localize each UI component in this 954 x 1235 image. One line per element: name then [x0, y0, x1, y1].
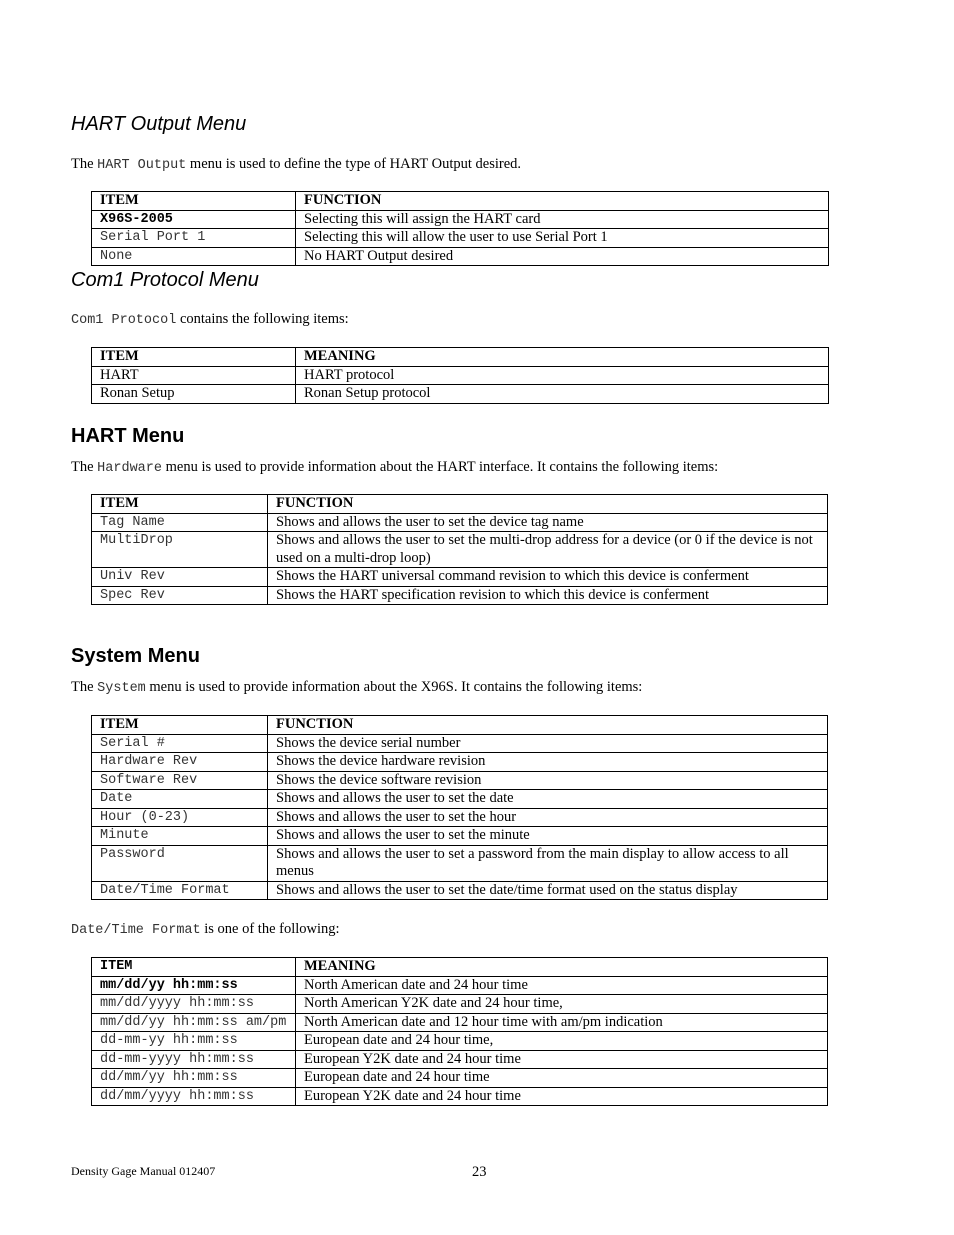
hart-menu-table [91, 494, 828, 605]
item-cell: Tag Name [92, 513, 268, 532]
desc-cell: Selecting this will assign the HART card [296, 210, 829, 229]
table-row [92, 513, 828, 532]
intro-text: contains the following items: [176, 311, 349, 327]
table-row [92, 1032, 828, 1051]
desc-cell: HART protocol [296, 366, 829, 385]
table-row [92, 568, 828, 587]
desc-cell: No HART Output desired [296, 247, 829, 266]
item-cell: Minute [92, 827, 268, 846]
item-cell: MultiDrop [92, 532, 268, 568]
col-item-header: ITEM [92, 348, 296, 367]
item-cell: Date [92, 790, 268, 809]
intro-text: is one of the following: [200, 921, 340, 937]
hart-output-intro [71, 155, 521, 175]
com1-intro [71, 310, 349, 330]
table-header-row [92, 716, 828, 735]
com1-table [91, 347, 829, 404]
desc-cell: North American Y2K date and 24 hour time, [296, 995, 828, 1014]
desc-cell: Shows and allows the user to set the minute [268, 827, 828, 846]
table-row [92, 1087, 828, 1106]
table-row [92, 1050, 828, 1069]
table-row [92, 366, 829, 385]
intro-text: menu is used to define the type of HART Output desired. [186, 156, 522, 172]
datetime-format-table [91, 957, 828, 1106]
col-item-header: ITEM [92, 495, 268, 514]
item-cell: mm/dd/yy hh:mm:ss [92, 976, 296, 995]
system-menu-intro [71, 678, 642, 698]
table-row [92, 586, 828, 605]
desc-cell: Shows and allows the user to set the device tag name [268, 513, 828, 532]
desc-cell: North American date and 12 hour time with am/pm indication [296, 1013, 828, 1032]
system-menu-heading: System Menu [71, 645, 200, 667]
item-cell: dd-mm-yyyy hh:mm:ss [92, 1050, 296, 1069]
desc-cell: Shows the HART specification revision to which this device is conferment [268, 586, 828, 605]
intro-code: HART Output [97, 158, 187, 173]
col-item-header: ITEM [92, 192, 296, 211]
intro-code: Hardware [97, 461, 162, 476]
intro-text: The [71, 679, 98, 695]
item-cell: mm/dd/yyyy hh:mm:ss [92, 995, 296, 1014]
table-header-row [92, 348, 829, 367]
intro-text: menu is used to provide information about the X96S. It contains the following items: [145, 679, 643, 695]
table-row [92, 210, 829, 229]
intro-text: The [71, 156, 98, 172]
col-function-header: FUNCTION [268, 495, 828, 514]
table-row [92, 845, 828, 881]
table-row [92, 976, 828, 995]
datetime-intro [71, 920, 340, 940]
col-item-header: ITEM [92, 716, 268, 735]
col-meaning-header: MEANING [296, 958, 828, 977]
desc-cell: Shows and allows the user to set the hour [268, 808, 828, 827]
desc-cell: Shows the device hardware revision [268, 753, 828, 772]
table-row [92, 532, 828, 568]
table-header-row [92, 495, 828, 514]
system-menu-table [91, 715, 828, 900]
table-row [92, 771, 828, 790]
hart-output-heading: HART Output Menu [71, 113, 247, 135]
table-row [92, 1069, 828, 1088]
footer-manual-title: Density Gage Manual 012407 [71, 1164, 216, 1178]
item-cell: HART [92, 366, 296, 385]
desc-cell: Ronan Setup protocol [296, 385, 829, 404]
item-cell: Ronan Setup [92, 385, 296, 404]
item-cell: Date/Time Format [92, 881, 268, 900]
item-cell: Password [92, 845, 268, 881]
table-row [92, 247, 829, 266]
item-cell: None [92, 247, 296, 266]
col-function-header: FUNCTION [296, 192, 829, 211]
desc-cell: Shows and allows the user to set a password from the main display to allow access to all menus [268, 845, 828, 881]
item-cell: Software Rev [92, 771, 268, 790]
page-number: 23 [472, 1164, 487, 1180]
item-cell: Hour (0-23) [92, 808, 268, 827]
item-cell: dd/mm/yy hh:mm:ss [92, 1069, 296, 1088]
desc-cell: European Y2K date and 24 hour time [296, 1087, 828, 1106]
table-row [92, 995, 828, 1014]
desc-cell: European Y2K date and 24 hour time [296, 1050, 828, 1069]
item-cell: Univ Rev [92, 568, 268, 587]
table-row [92, 881, 828, 900]
table-row [92, 229, 829, 248]
hart-menu-heading: HART Menu [71, 425, 185, 447]
table-header-row [92, 192, 829, 211]
desc-cell: Shows the device software revision [268, 771, 828, 790]
item-cell: dd-mm-yy hh:mm:ss [92, 1032, 296, 1051]
item-cell: dd/mm/yyyy hh:mm:ss [92, 1087, 296, 1106]
desc-cell: Shows and allows the user to set the date/time format used on the status display [268, 881, 828, 900]
desc-cell: North American date and 24 hour time [296, 976, 828, 995]
item-cell: Serial Port 1 [92, 229, 296, 248]
col-function-header: FUNCTION [268, 716, 828, 735]
table-row [92, 808, 828, 827]
intro-code: Date/Time Format [71, 923, 201, 938]
desc-cell: Selecting this will allow the user to use Serial Port 1 [296, 229, 829, 248]
intro-code: Com1 Protocol [71, 313, 177, 328]
table-row [92, 1013, 828, 1032]
desc-cell: Shows and allows the user to set the multi-drop address for a device (or 0 if the device is not used on a multi-drop loop) [268, 532, 828, 568]
desc-cell: Shows and allows the user to set the date [268, 790, 828, 809]
col-meaning-header: MEANING [296, 348, 829, 367]
table-row [92, 827, 828, 846]
table-header-row [92, 958, 828, 977]
desc-cell: Shows the HART universal command revision to which this device is conferment [268, 568, 828, 587]
item-cell: Hardware Rev [92, 753, 268, 772]
table-row [92, 753, 828, 772]
desc-cell: European date and 24 hour time [296, 1069, 828, 1088]
intro-text: The [71, 459, 98, 475]
intro-code: System [97, 681, 146, 696]
intro-text: menu is used to provide information about the HART interface. It contains the following items: [161, 459, 719, 475]
table-row [92, 790, 828, 809]
table-row [92, 385, 829, 404]
desc-cell: Shows the device serial number [268, 734, 828, 753]
desc-cell: European date and 24 hour time, [296, 1032, 828, 1051]
hart-output-table [91, 191, 829, 266]
com1-heading: Com1 Protocol Menu [71, 269, 259, 291]
item-cell: X96S-2005 [92, 210, 296, 229]
hart-menu-intro [71, 458, 718, 478]
table-row [92, 734, 828, 753]
item-cell: Serial # [92, 734, 268, 753]
item-cell: mm/dd/yy hh:mm:ss am/pm [92, 1013, 296, 1032]
item-cell: Spec Rev [92, 586, 268, 605]
col-item-header: ITEM [92, 958, 296, 977]
